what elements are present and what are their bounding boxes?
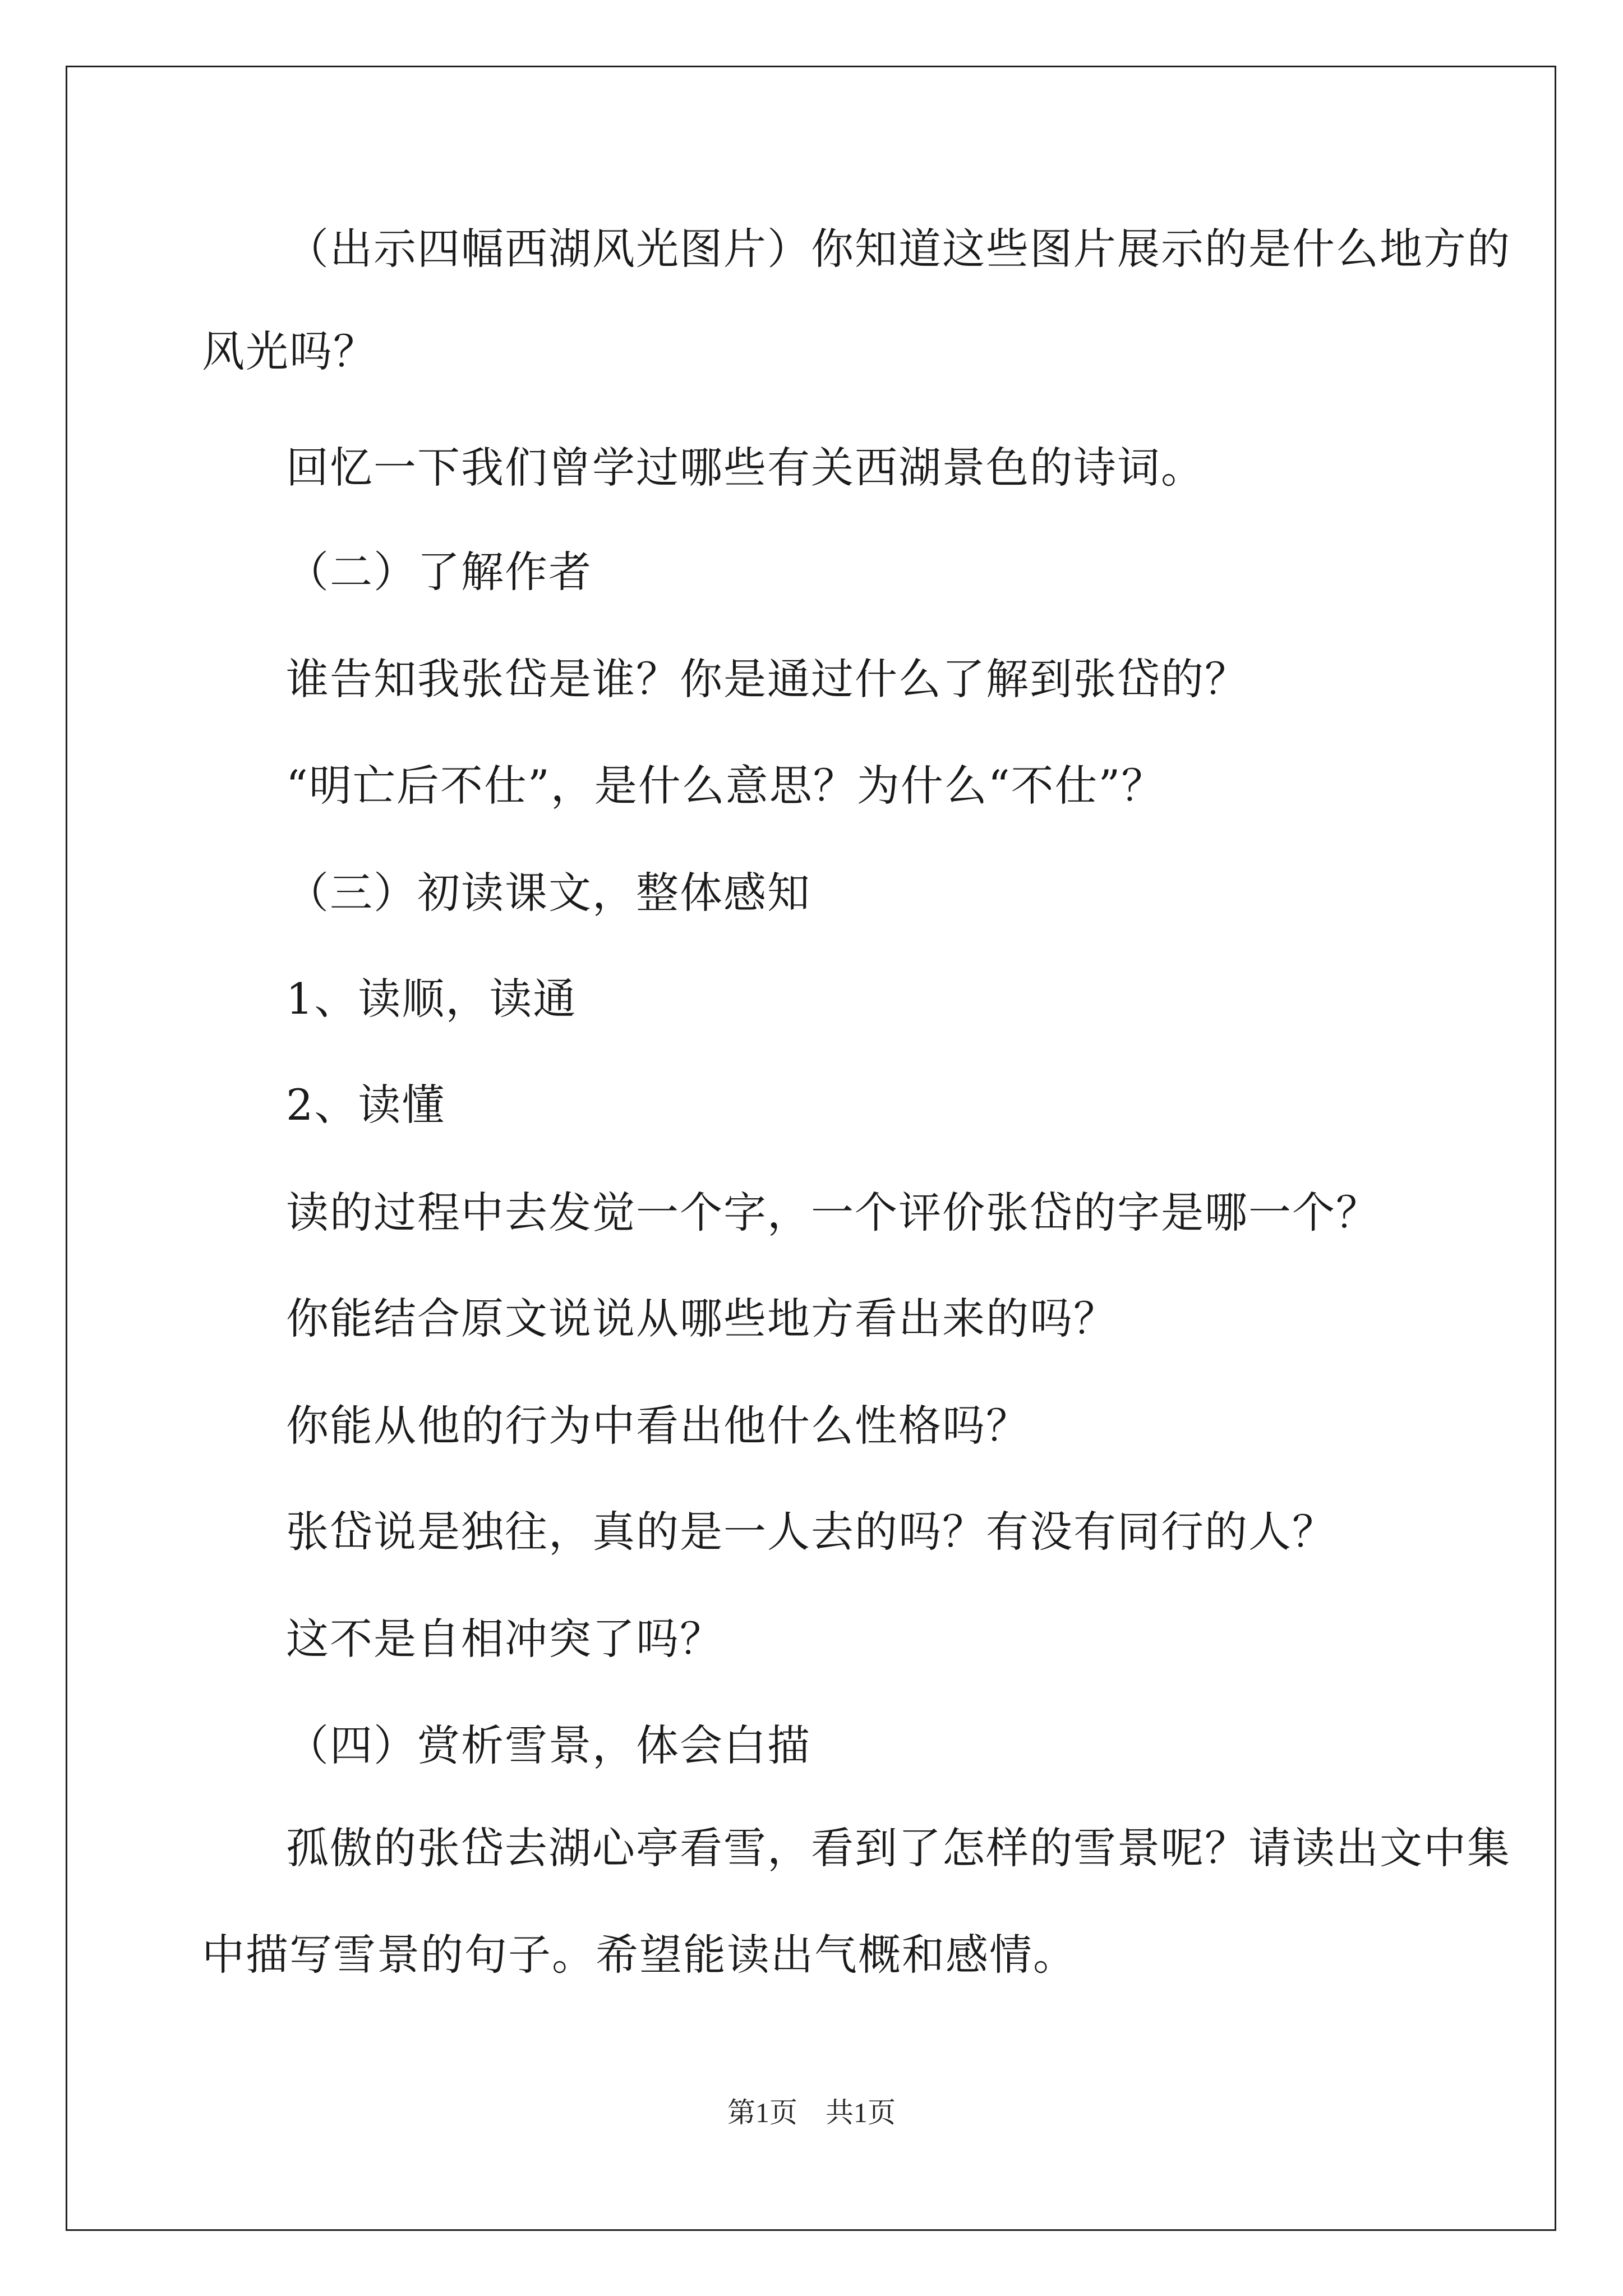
paragraph-10-line-2: 中描写雪景的句子。希望能读出气概和感情。 bbox=[202, 1930, 1077, 1980]
list-item-1: 1、读顺，读通 bbox=[286, 974, 577, 1024]
paragraph-10-line-1: 孤傲的张岱去湖心亭看雪，看到了怎样的雪景呢？请读出文中集 bbox=[286, 1823, 1511, 1873]
list-item-2: 2、读懂 bbox=[286, 1080, 446, 1130]
paragraph-7: 你能从他的行为中看出他什么性格吗？ bbox=[286, 1401, 1030, 1451]
paragraph-1-line-1: （出示四幅西湖风光图片）你知道这些图片展示的是什么地方的 bbox=[286, 224, 1511, 274]
paragraph-1-line-2: 风光吗？ bbox=[202, 326, 377, 376]
section-heading-4: （四）赏析雪景，体会白描 bbox=[286, 1720, 811, 1770]
section-heading-3: （三）初读课文，整体感知 bbox=[286, 868, 811, 918]
paragraph-6: 你能结合原文说说从哪些地方看出来的吗？ bbox=[286, 1294, 1117, 1343]
paragraph-9: 这不是自相冲突了吗？ bbox=[286, 1614, 723, 1664]
paragraph-8: 张岱说是独往，真的是一人去的吗？有没有同行的人？ bbox=[286, 1507, 1336, 1557]
paragraph-4: “明亡后不仕”，是什么意思？为什么“不仕”？ bbox=[286, 761, 1165, 811]
paragraph-3: 谁告知我张岱是谁？你是通过什么了解到张岱的？ bbox=[286, 654, 1248, 704]
paragraph-5: 读的过程中去发觉一个字，一个评价张岱的字是哪一个？ bbox=[286, 1188, 1380, 1237]
paragraph-2: 回忆一下我们曾学过哪些有关西湖景色的诗词。 bbox=[286, 443, 1205, 493]
page-footer: 第1页 共1页 bbox=[727, 2097, 896, 2128]
section-heading-2: （二）了解作者 bbox=[286, 547, 592, 597]
page-border bbox=[66, 66, 1556, 2231]
